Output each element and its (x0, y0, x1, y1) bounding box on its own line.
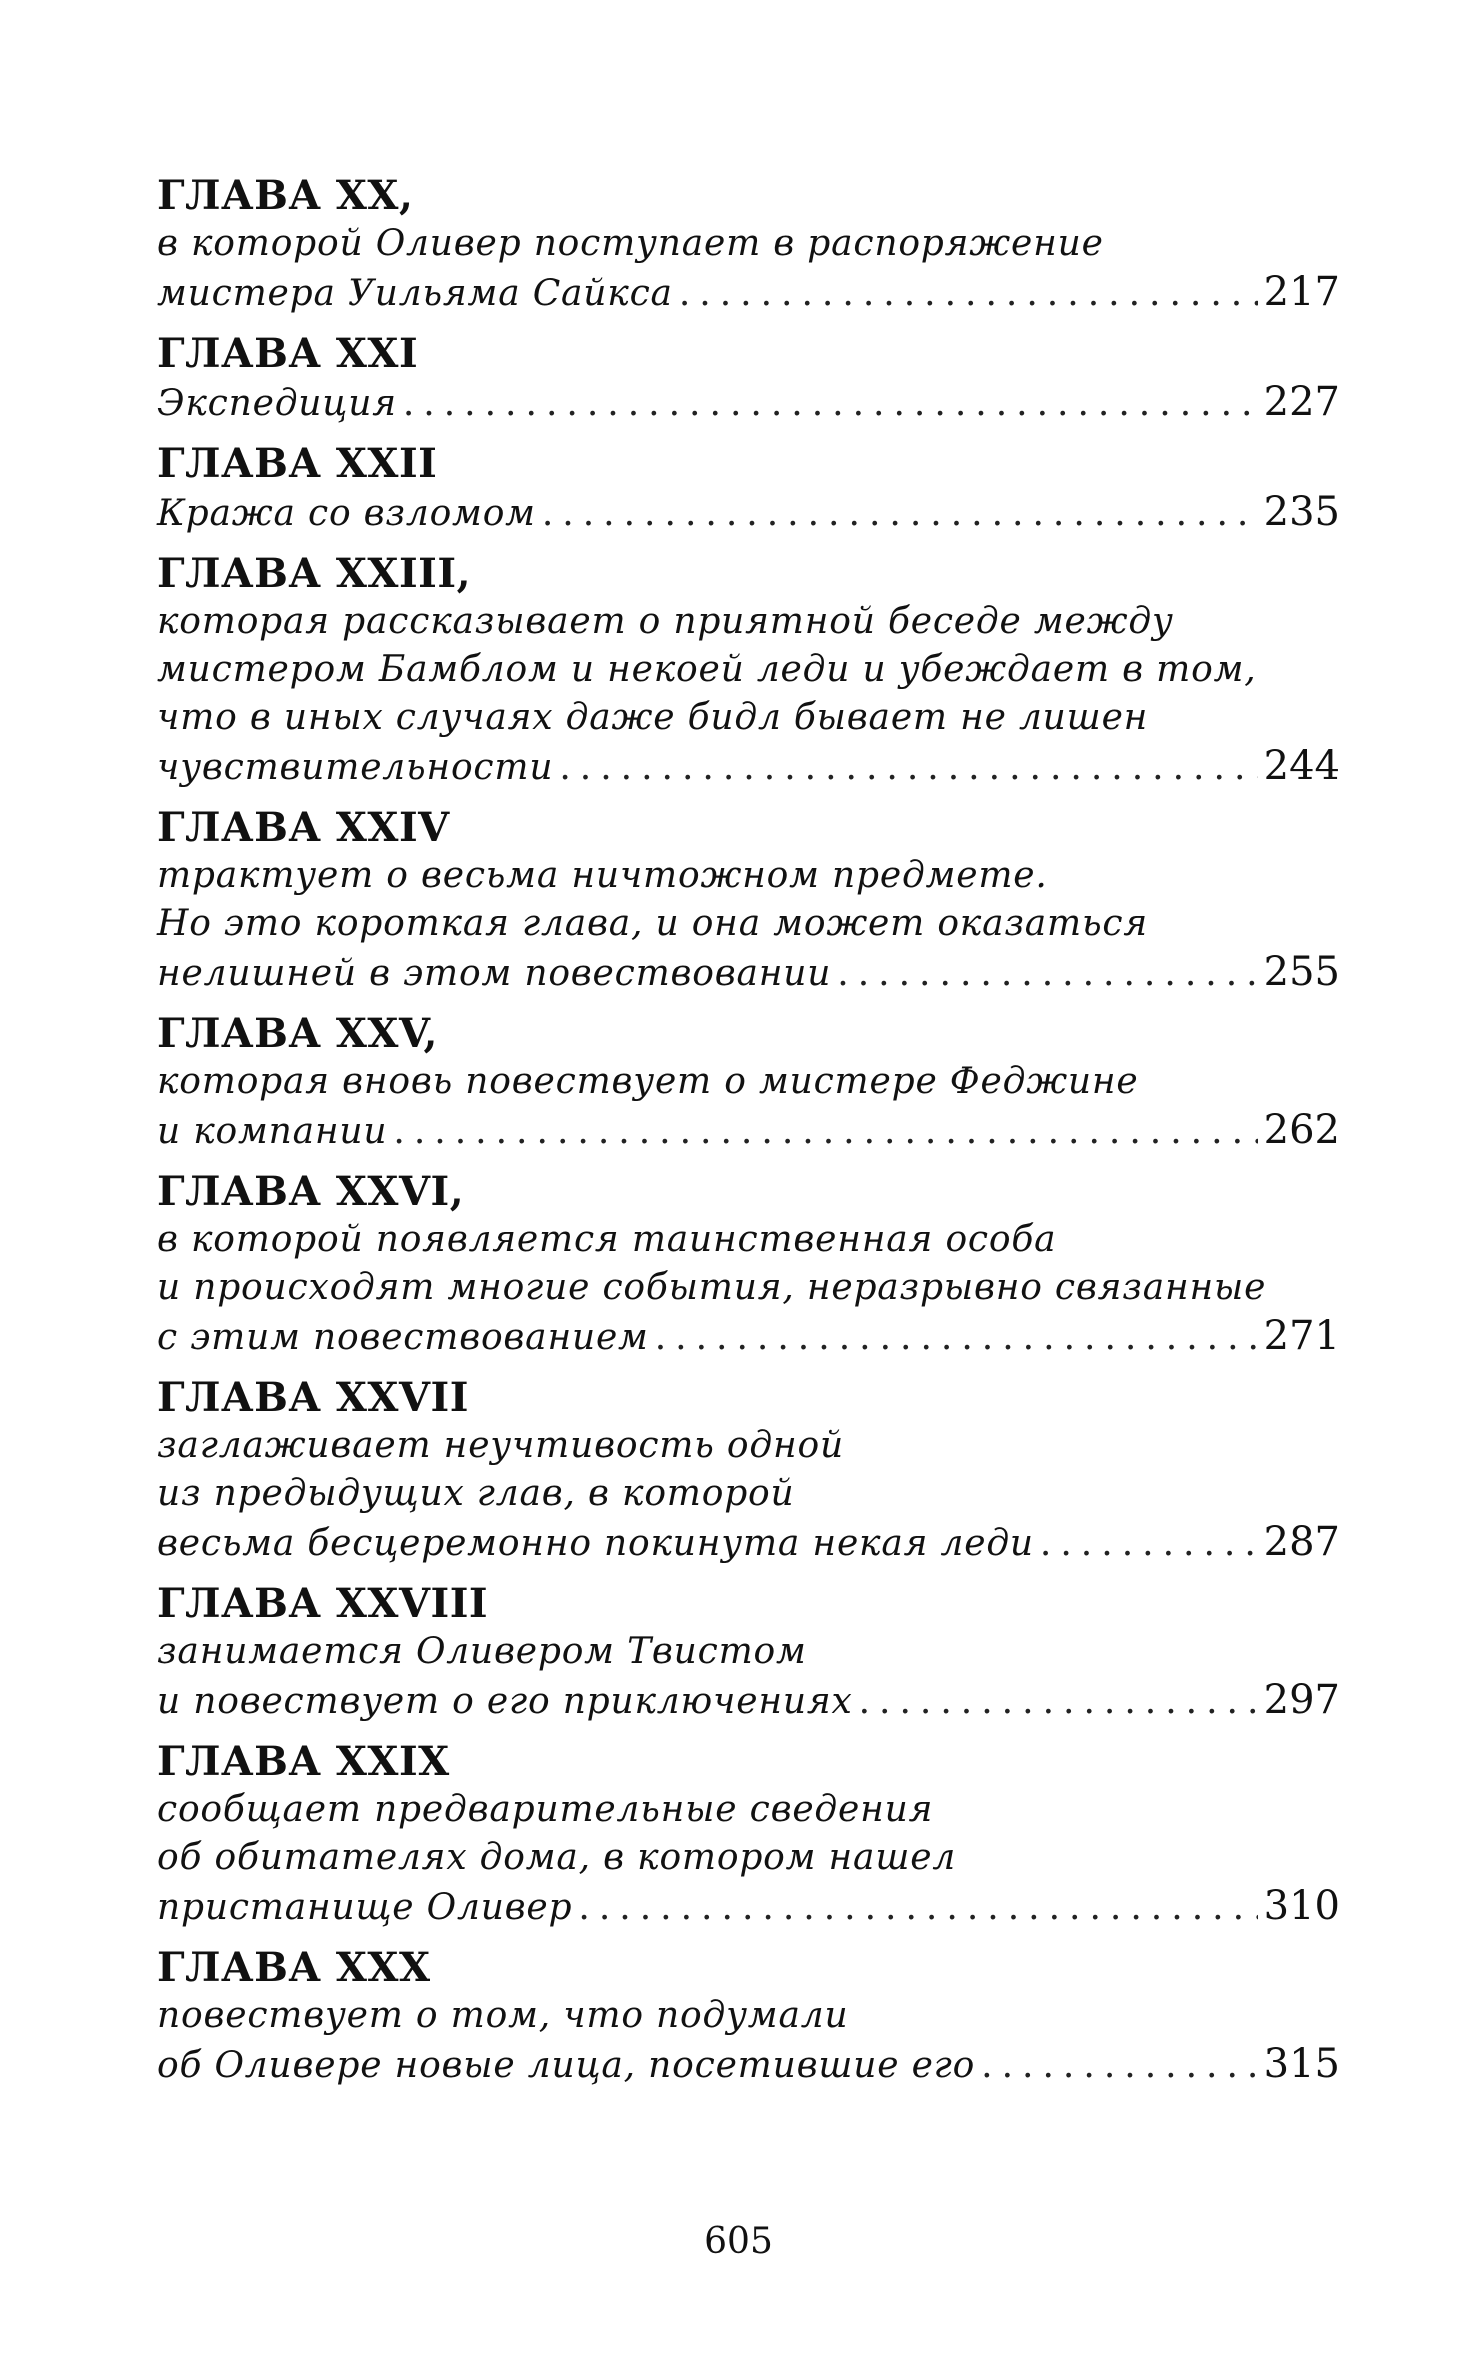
chapter-description-line: что в иных случаях даже бидл бывает не лишен (157, 697, 1149, 738)
dot-leader (403, 380, 1258, 428)
chapter-heading: ГЛАВА XXVIII (157, 1580, 489, 1627)
chapter-page-number: 315 (1263, 2041, 1340, 2087)
dot-leader (393, 1108, 1257, 1156)
chapter-page-number: 217 (1263, 269, 1340, 315)
chapter-heading: ГЛАВА XX, (157, 172, 414, 219)
chapter-page-number: 271 (1263, 1313, 1340, 1359)
chapter-page-number: 297 (1263, 1677, 1340, 1723)
chapter-heading: ГЛАВА XXX (157, 1944, 431, 1991)
chapter-heading: ГЛАВА XXIII, (157, 550, 472, 597)
chapter-page-number: 262 (1263, 1107, 1340, 1153)
toc-leader-line (157, 268, 1340, 318)
chapter-description-line: об обитателях дома, в котором нашел (157, 1837, 957, 1878)
chapter-description-line: которая вновь повествует о мистере Феджине (157, 1061, 1139, 1102)
dot-leader (679, 270, 1258, 318)
page-number: 605 (704, 2221, 773, 2262)
toc-leader-line (157, 1518, 1340, 1568)
toc-entry (157, 330, 1340, 428)
dot-leader (542, 490, 1258, 538)
chapter-description-last-line: Экспедиция (157, 383, 397, 424)
dot-leader (1040, 1520, 1258, 1568)
toc-entry (157, 172, 1340, 318)
toc-entry (157, 550, 1340, 792)
chapter-description-line: Но это короткая глава, и она может оказаться (157, 903, 1148, 944)
chapter-heading: ГЛАВА XXV, (157, 1010, 438, 1057)
dot-leader (859, 1678, 1258, 1726)
toc-leader-line (157, 378, 1340, 428)
dot-leader (655, 1314, 1258, 1362)
chapter-page-number: 244 (1263, 743, 1340, 789)
dot-leader (837, 950, 1257, 998)
chapter-description-line: занимается Оливером Твистом (157, 1631, 807, 1672)
chapter-description-line: мистером Бамблом и некоей леди и убеждает в том, (157, 649, 1257, 690)
chapter-description-last-line: и повествует о его приключениях (157, 1681, 853, 1722)
toc-entry (157, 804, 1340, 998)
chapter-description-line: сообщает предварительные сведения (157, 1789, 934, 1830)
chapter-description-last-line: весьма бесцеремонно покинута некая леди (157, 1523, 1034, 1564)
dot-leader (559, 744, 1257, 792)
chapter-page-number: 235 (1263, 489, 1340, 535)
chapter-heading: ГЛАВА XXVI, (157, 1168, 465, 1215)
chapter-description-line: из предыдущих глав, в которой (157, 1473, 795, 1514)
toc-entry (157, 1580, 1340, 1726)
chapter-heading: ГЛАВА XXIV (157, 804, 450, 851)
chapter-description-line: трактует о весьма ничтожном предмете. (157, 855, 1048, 896)
toc-entry (157, 440, 1340, 538)
toc-entry (157, 1168, 1340, 1362)
toc-entry (157, 1010, 1340, 1156)
chapter-description-last-line: чувствительности (157, 747, 554, 788)
chapter-description-last-line: с этим повествованием (157, 1317, 649, 1358)
toc-leader-line (157, 1882, 1340, 1932)
chapter-description-line: и происходят многие события, неразрывно связанные (157, 1267, 1267, 1308)
chapter-description-last-line: мистера Уильяма Сайкса (157, 273, 673, 314)
toc-entry (157, 1374, 1340, 1568)
toc-entry (157, 1738, 1340, 1932)
chapter-description-last-line: нелишней в этом повествовании (157, 953, 832, 994)
chapter-page-number: 287 (1263, 1519, 1340, 1565)
chapter-page-number: 255 (1263, 949, 1340, 995)
dot-leader (578, 1884, 1257, 1932)
chapter-description-line: в которой Оливер поступает в распоряжение (157, 223, 1104, 264)
chapter-description-last-line: пристанище Оливер (157, 1887, 573, 1928)
chapter-description-line: в которой появляется таинственная особа (157, 1219, 1057, 1260)
chapter-heading: ГЛАВА XXI (157, 330, 419, 377)
chapter-heading: ГЛАВА XXIX (157, 1738, 450, 1785)
toc-leader-line (157, 1312, 1340, 1362)
toc-leader-line (157, 488, 1340, 538)
toc-leader-line (157, 2040, 1340, 2090)
table-of-contents (157, 172, 1340, 2102)
chapter-description-last-line: и компании (157, 1111, 388, 1152)
chapter-page-number: 310 (1263, 1883, 1340, 1929)
chapter-description-line: повествует о том, что подумали (157, 1995, 849, 2036)
toc-entry (157, 1944, 1340, 2090)
chapter-page-number: 227 (1263, 379, 1340, 425)
chapter-heading: ГЛАВА XXII (157, 440, 438, 487)
chapter-heading: ГЛАВА XXVII (157, 1374, 469, 1421)
toc-leader-line (157, 948, 1340, 998)
toc-leader-line (157, 1676, 1340, 1726)
chapter-description-line: заглаживает неучтивость одной (157, 1425, 844, 1466)
toc-leader-line (157, 742, 1340, 792)
chapter-description-last-line: об Оливере новые лица, посетившие его (157, 2045, 976, 2086)
chapter-description-last-line: Кража со взломом (157, 493, 536, 534)
dot-leader (981, 2042, 1257, 2090)
toc-leader-line (157, 1106, 1340, 1156)
chapter-description-line: которая рассказывает о приятной беседе между (157, 601, 1174, 642)
